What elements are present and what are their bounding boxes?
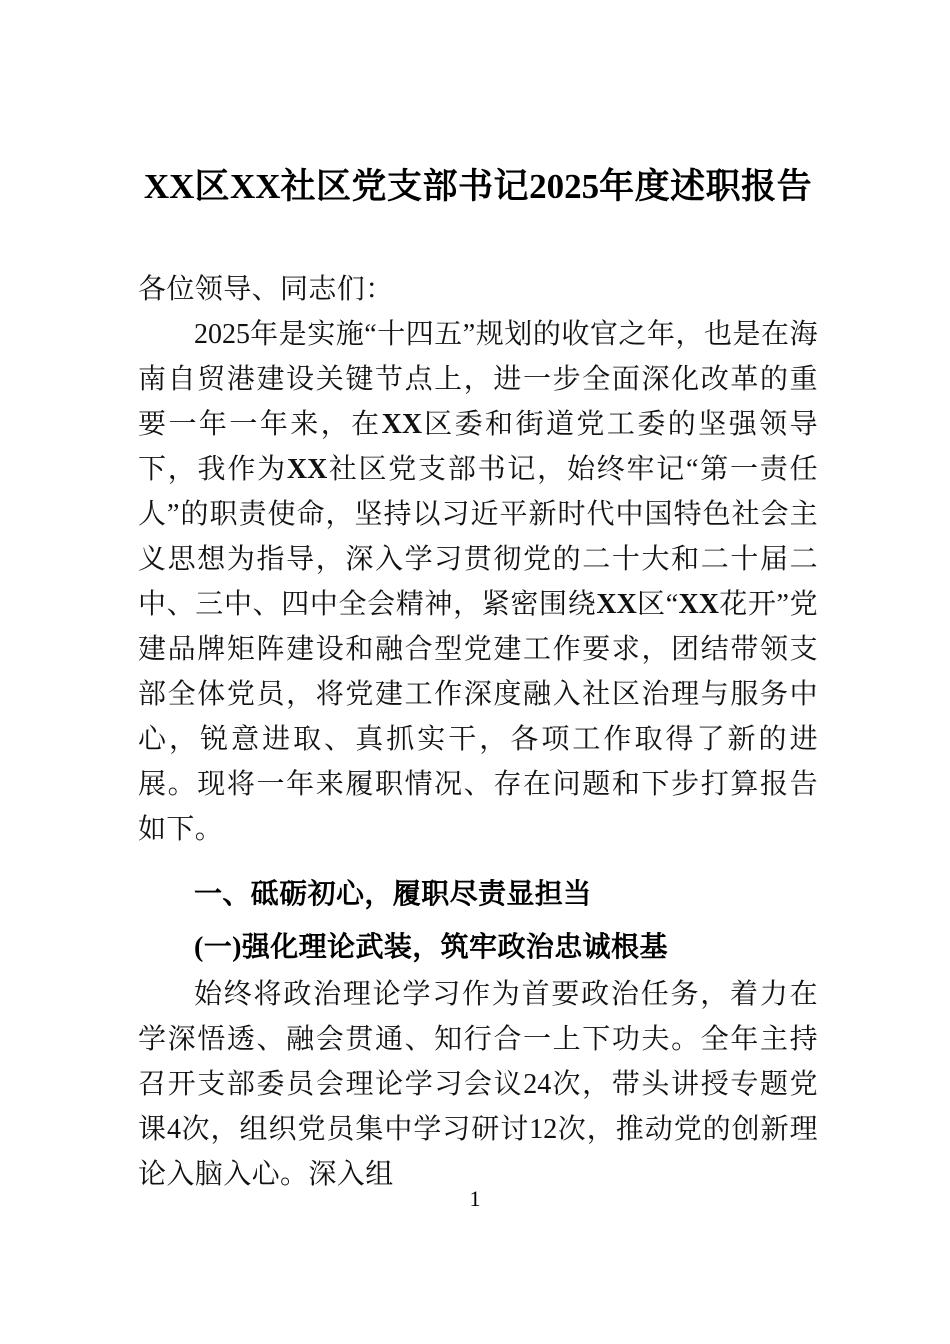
numeric-value: 24 bbox=[523, 1069, 552, 1100]
section-heading-1: 一、砥砺初心，履职尽责显担当 bbox=[194, 878, 592, 909]
redacted-token: XX bbox=[596, 589, 637, 620]
numeric-value: 2025 bbox=[194, 319, 250, 350]
page-title: XX区XX社区党支部书记2025年度述职报告 bbox=[143, 167, 813, 206]
salutation: 各位领导、同志们： bbox=[138, 274, 394, 305]
redacted-token: XX bbox=[143, 167, 195, 206]
subsection-body-paragraph: 始终将政治理论学习作为首要政治任务，着力在学深悟透、融会贯通、知行合一上下功夫。全年主持召开支部委员会理论学习会议24次，带头讲授专题党课4次，组织党员集中学习研讨12次，推动党的创新理论入脑入心。深入组 bbox=[138, 979, 819, 1190]
redacted-token: XX bbox=[381, 409, 423, 440]
redacted-token: XX bbox=[286, 454, 328, 485]
numeric-value: 2025 bbox=[529, 167, 600, 206]
page-content bbox=[138, 0, 818, 1197]
page-number: 1 bbox=[469, 1186, 481, 1211]
numeric-value: 4 bbox=[166, 1114, 181, 1145]
subsection-heading-1-1: (一)强化理论武装，筑牢政治忠诚根基 bbox=[194, 932, 668, 963]
redacted-token: XX bbox=[678, 589, 719, 620]
intro-paragraph: 2025年是实施“十四五”规划的收官之年，也是在海南自贸港建设关键节点上，进一步全面深化改革的重要一年一年来，在XX区委和街道党工委的坚强领导下，我作为XX社区党支部书记，始终牢记“第一责任人”的职责使命，坚持以习近平新时代中国特色社会主义思想为指导，深入学习贯彻党的二十大和二十届二中、三中、四中全会精神，紧密围绕XX区“XX花开”党建品牌矩阵建设和融合型党建工作要求，团结带领支部全体党员，将党建工作深度融入社区治理与服务中心，锐意进取、真抓实干，各项工作取得了新的进展。现将一年来履职情况、存在问题和下步打算报告如下。 bbox=[138, 319, 819, 845]
numeric-value: 12 bbox=[529, 1114, 558, 1145]
redacted-token: XX bbox=[229, 167, 281, 206]
